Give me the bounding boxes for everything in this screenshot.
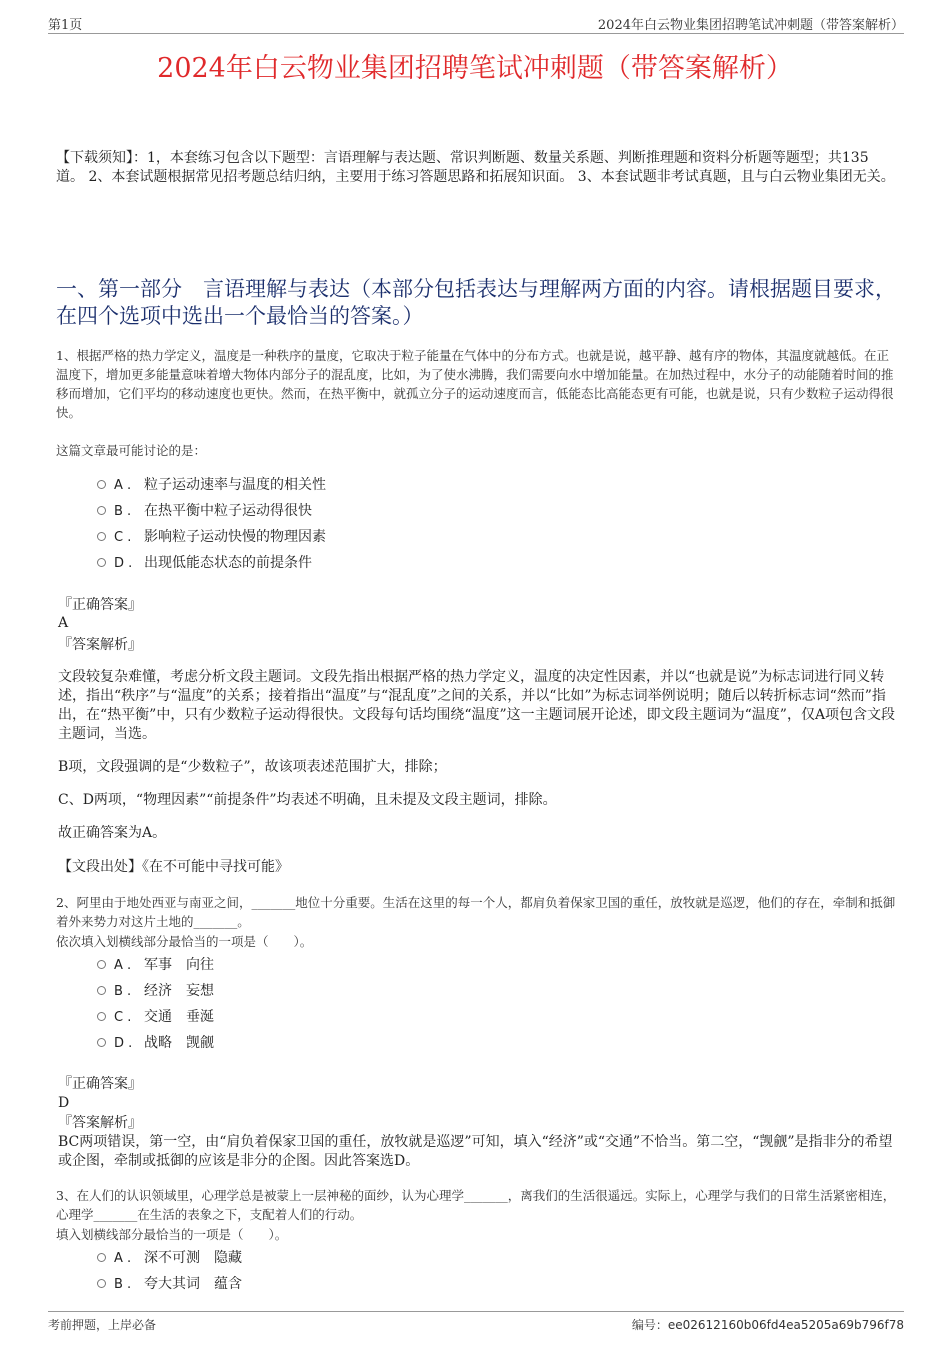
option-text: 军事 向往 xyxy=(144,957,214,973)
radio-icon[interactable] xyxy=(97,1012,106,1021)
q2-answer-label: 『正确答案』 xyxy=(58,1076,142,1092)
q1-analysis-main: 文段较复杂难懂，考虑分析文段主题词。文段先指出根据严格的热力学定义，温度的决定性因素，并以“也就是说”为标志词进行同义转述，指出“秩序”与“温度”的关系；接着指出“温度”与“混乱度”之间的关系，并以“比如”为标志词举例说明；随后以转折标志词“然而”指出，在“热平衡”中，只有少数粒子运动得很快。文段每句话均围绕“温度”这一主题词展开论述，即文段主题词为“温度”，仅A项包含文段主题词，当选。 xyxy=(58,669,896,742)
option-text: 在热平衡中粒子运动得很快 xyxy=(144,503,312,519)
q2-analysis: BC两项错误，第一空，由“肩负着保家卫国的重任，放牧就是巡逻”可知，填入“经济”或“交通”不恰当。第二空，“觊觎”是指非分的希望或企图，牵制或抵御的应该是非分的企图。因此答案选D。 xyxy=(58,1134,893,1169)
q3-option-b[interactable]: B . 夸大其词 蕴含 xyxy=(97,1274,242,1294)
page-header xyxy=(48,14,904,34)
q1-prompt: 这篇文章最可能讨论的是： xyxy=(56,443,207,458)
radio-icon[interactable] xyxy=(97,532,106,541)
radio-icon[interactable] xyxy=(97,1038,106,1047)
radio-icon[interactable] xyxy=(97,506,106,515)
radio-icon[interactable] xyxy=(97,1253,106,1262)
q1-option-b[interactable]: B . 在热平衡中粒子运动得很快 xyxy=(97,501,312,521)
q2-stem: 2、阿里由于地处西亚与南亚之间，_______地位十分重要。生活在这里的每一个人，都肩负着保家卫国的重任，放牧就是巡逻，他们的存在，牵制和抵御着外来势力对这片土地的_______。 xyxy=(56,895,896,929)
q2-option-a[interactable]: A . 军事 向往 xyxy=(97,955,214,975)
document-title: 2024年白云物业集团招聘笔试冲刺题（带答案解析） xyxy=(157,53,793,84)
q1-analysis-cd: C、D两项，“物理因素”“前提条件”均表述不明确，且未提及文段主题词，排除。 xyxy=(58,792,557,808)
q2-answer: D xyxy=(58,1095,70,1111)
q2-option-d[interactable]: D . 战略 觊觎 xyxy=(97,1033,214,1053)
radio-icon[interactable] xyxy=(97,558,106,567)
option-text: 交通 垂涎 xyxy=(144,1009,214,1025)
q1-option-d[interactable]: D . 出现低能态状态的前提条件 xyxy=(97,553,312,573)
page-footer xyxy=(48,1311,904,1333)
option-text: 深不可测 隐藏 xyxy=(144,1250,242,1266)
q3-option-a[interactable]: A . 深不可测 隐藏 xyxy=(97,1248,242,1268)
q1-analysis-conclusion: 故正确答案为A。 xyxy=(58,825,167,841)
q1-source: 【文段出处】《在不可能中寻找可能》 xyxy=(58,859,289,875)
radio-icon[interactable] xyxy=(97,480,106,489)
header-doc-title: 2024年白云物业集团招聘笔试冲刺题（带答案解析） xyxy=(597,18,904,33)
q1-answer-label: 『正确答案』 xyxy=(58,597,142,613)
option-text: 粒子运动速率与温度的相关性 xyxy=(144,477,326,493)
option-text: 战略 觊觎 xyxy=(144,1035,214,1051)
radio-icon[interactable] xyxy=(97,1279,106,1288)
q1-analysis-b: B项，文段强调的是“少数粒子”，故该项表述范围扩大，排除； xyxy=(58,759,447,775)
q1-stem: 1、根据严格的热力学定义，温度是一种秩序的量度，它取决于粒子能量在气体中的分布方式。也就是说，越平静、越有序的物体，其温度就越低。在正温度下，增加更多能量意味着增大物体内部分子的混乱度，比如，为了使水沸腾，我们需要向水中增加能量。在加热过程中，水分子的动能随着时间的推移而增加，它们平均的移动速度也更快。然而，在热平衡中，就孤立分子的运动速度而言，低能态比高能态更有可能，也就是说，只有少数粒子运动得很快。 xyxy=(56,348,894,420)
q1-option-c[interactable]: C . 影响粒子运动快慢的物理因素 xyxy=(97,527,326,547)
option-text: 夸大其词 蕴含 xyxy=(144,1276,242,1292)
footer-slogan: 考前押题，上岸必备 xyxy=(48,1318,157,1332)
radio-icon[interactable] xyxy=(97,986,106,995)
q1-analysis-label: 『答案解析』 xyxy=(58,637,142,653)
q3-stem: 3、在人们的认识领域里，心理学总是被蒙上一层神秘的面纱，认为心理学_______，离我们的生活很遥远。实际上，心理学与我们的日常生活紧密相连，心理学_______在生活的表象之下，支配着人们的行动。 xyxy=(56,1188,896,1222)
q3-prompt: 填入划横线部分最恰当的一项是（ ）。 xyxy=(56,1227,288,1242)
q2-option-c[interactable]: C . 交通 垂涎 xyxy=(97,1007,214,1027)
radio-icon[interactable] xyxy=(97,960,106,969)
download-notice: 【下载须知】：1，本套练习包含以下题型：言语理解与表达题、常识判断题、数量关系题、判断推理题和资料分析题等题型；共135道。 2、本套试题根据常见招考题总结归纳，主要用于练习答题思路和拓展知识面。 3、本套试题非考试真题，且与白云物业集团无关。 xyxy=(56,150,895,185)
option-text: 影响粒子运动快慢的物理因素 xyxy=(144,529,326,545)
q1-answer: A xyxy=(58,615,69,631)
page-number: 第1页 xyxy=(48,18,83,33)
section-heading: 一、第一部分 言语理解与表达（本部分包括表达与理解两方面的内容。请根据题目要求，在四个选项中选出一个最恰当的答案。） xyxy=(56,277,896,328)
q2-prompt: 依次填入划横线部分最恰当的一项是（ ）。 xyxy=(56,934,313,949)
q2-analysis-label: 『答案解析』 xyxy=(58,1115,142,1131)
document-code: 编号：ee02612160b06fd4ea5205a69b796f78 xyxy=(631,1318,904,1332)
q1-option-a[interactable]: A . 粒子运动速率与温度的相关性 xyxy=(97,475,326,495)
option-text: 经济 妄想 xyxy=(144,983,214,999)
option-text: 出现低能态状态的前提条件 xyxy=(144,555,312,571)
q2-option-b[interactable]: B . 经济 妄想 xyxy=(97,981,214,1001)
